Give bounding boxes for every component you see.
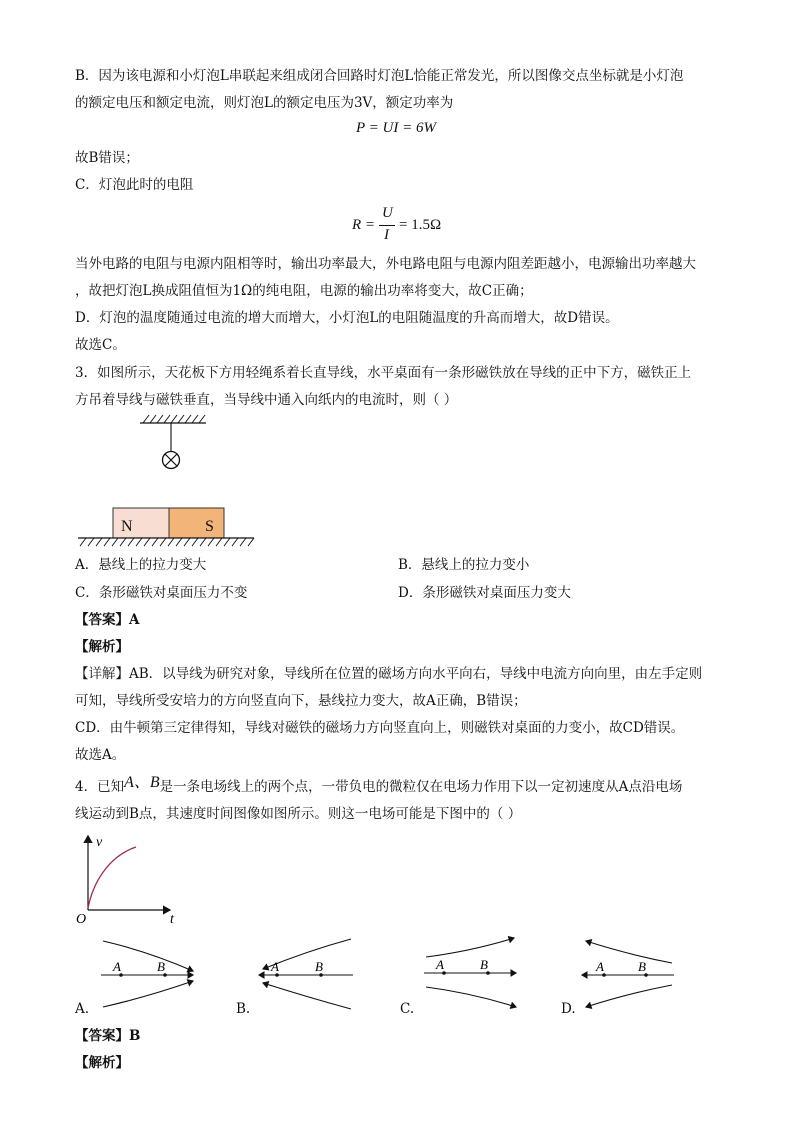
field-option-a xyxy=(95,935,205,1015)
q3-detail-line2: 可知，导线所受安培力的方向竖直向下，悬线拉力变大，故A正确，B错误； xyxy=(75,693,527,709)
field-option-d xyxy=(578,935,688,1015)
formula-r-numerator: U xyxy=(382,205,393,221)
fraction-bar xyxy=(379,225,395,226)
field-option-b xyxy=(255,935,365,1015)
magnet-n-label: N xyxy=(121,518,133,535)
field-option-label-b: B. xyxy=(236,1001,251,1017)
field-b-label-a: A xyxy=(271,959,279,974)
q4-answer: 【答案】B xyxy=(75,1028,141,1044)
formula-r-lhs: R = xyxy=(352,217,376,233)
q2-d-line: D．灯泡的温度随通过电流的增大而增大，小灯泡L的电阻随温度的升高而增大，故D错误。 xyxy=(75,310,619,326)
t-axis-label: t xyxy=(170,912,174,927)
q2-choose: 故选C。 xyxy=(75,337,126,353)
q3-detail-line3: CD．由牛顿第三定律得知，导线对磁铁的磁场力方向竖直向上，则磁铁对桌面的力变小，故CD错误。 xyxy=(75,720,685,736)
velocity-curve xyxy=(88,847,136,908)
field-option-c xyxy=(420,935,530,1015)
q2-b-conclusion: 故B错误； xyxy=(75,150,139,166)
q3-stem-line2: 方吊着导线与磁铁垂直，当导线中通入向纸内的电流时，则（ ） xyxy=(75,392,458,408)
formula-power: P = UI = 6W xyxy=(356,120,436,136)
q4-analysis-head: 【解析】 xyxy=(75,1055,129,1071)
formula-r-denominator: I xyxy=(384,227,389,243)
field-option-label-c: C. xyxy=(400,1001,415,1017)
field-a-label-b: B xyxy=(157,959,165,974)
q4-stem-ab: A、B xyxy=(124,774,160,791)
field-option-label-d: D. xyxy=(561,1001,576,1017)
q4-stem-line1 xyxy=(75,774,683,796)
field-b-label-b: B xyxy=(315,959,323,974)
q2-b-line1: B．因为该电源和小灯泡L串联起来组成闭合回路时灯泡L恰能正常发光，所以图像交点坐标就是小灯泡 xyxy=(75,68,684,84)
q2-c-line2: 当外电路的电阻与电源内阻相等时，输出功率最大，外电路电阻与电源内阻差距越小，电源输出功率越大 xyxy=(75,256,696,272)
q3-option-d: D．条形磁铁对桌面压力变大 xyxy=(398,585,571,601)
field-d-label-b: B xyxy=(638,959,646,974)
q4-stem-suffix: 是一条电场线上的两个点，一带负电的微粒仅在电场力作用下以一定初速度从A点沿电场 xyxy=(159,779,683,795)
q3-option-c: C．条形磁铁对桌面压力不变 xyxy=(75,585,248,601)
field-option-label-a: A. xyxy=(75,1001,90,1017)
q4-stem-prefix: 4．已知 xyxy=(75,779,125,795)
q3-choose: 故选A。 xyxy=(75,747,126,763)
q3-option-a: A．悬线上的拉力变大 xyxy=(75,557,207,573)
q2-b-line2: 的额定电压和额定电流，则灯泡L的额定电压为3V，额定功率为 xyxy=(75,95,454,111)
q2-c-line3: ，故把灯泡L换成阻值恒为1Ω的纯电阻，电源的输出功率将变大，故C正确； xyxy=(75,283,533,299)
field-a-label-a: A xyxy=(113,959,121,974)
v-axis-label: v xyxy=(96,835,103,850)
q3-analysis-head: 【解析】 xyxy=(75,639,129,655)
table-surface xyxy=(78,538,254,546)
velocity-time-graph xyxy=(70,830,210,930)
field-c-label-b: B xyxy=(480,957,488,972)
origin-label: O xyxy=(76,912,87,927)
q3-figure xyxy=(0,410,794,570)
q2-c-line1: C．灯泡此时的电阻 xyxy=(75,177,194,193)
field-c-label-a: A xyxy=(436,957,444,972)
magnet-s-label: S xyxy=(205,518,214,535)
formula-r-rhs: = 1.5Ω xyxy=(399,217,442,233)
q3-detail-line1: 【详解】AB．以导线为研究对象，导线所在位置的磁场方向水平向右，导线中电流方向向里，由左手定则 xyxy=(75,666,703,682)
q4-stem-line2: 线运动到B点，其速度时间图像如图所示。则这一电场可能是下图中的（ ） xyxy=(75,806,522,822)
q3-answer: 【答案】A xyxy=(75,612,140,628)
field-d-label-a: A xyxy=(596,959,604,974)
q3-option-b: B．悬线上的拉力变小 xyxy=(398,557,530,573)
q3-stem-line1: 3．如图所示，天花板下方用轻绳系着长直导线，水平桌面有一条形磁铁放在导线的正中下方，磁铁正上 xyxy=(75,365,692,381)
magnet-south-half xyxy=(169,508,224,538)
ceiling xyxy=(140,415,206,423)
current-into-page-icon xyxy=(163,452,180,469)
